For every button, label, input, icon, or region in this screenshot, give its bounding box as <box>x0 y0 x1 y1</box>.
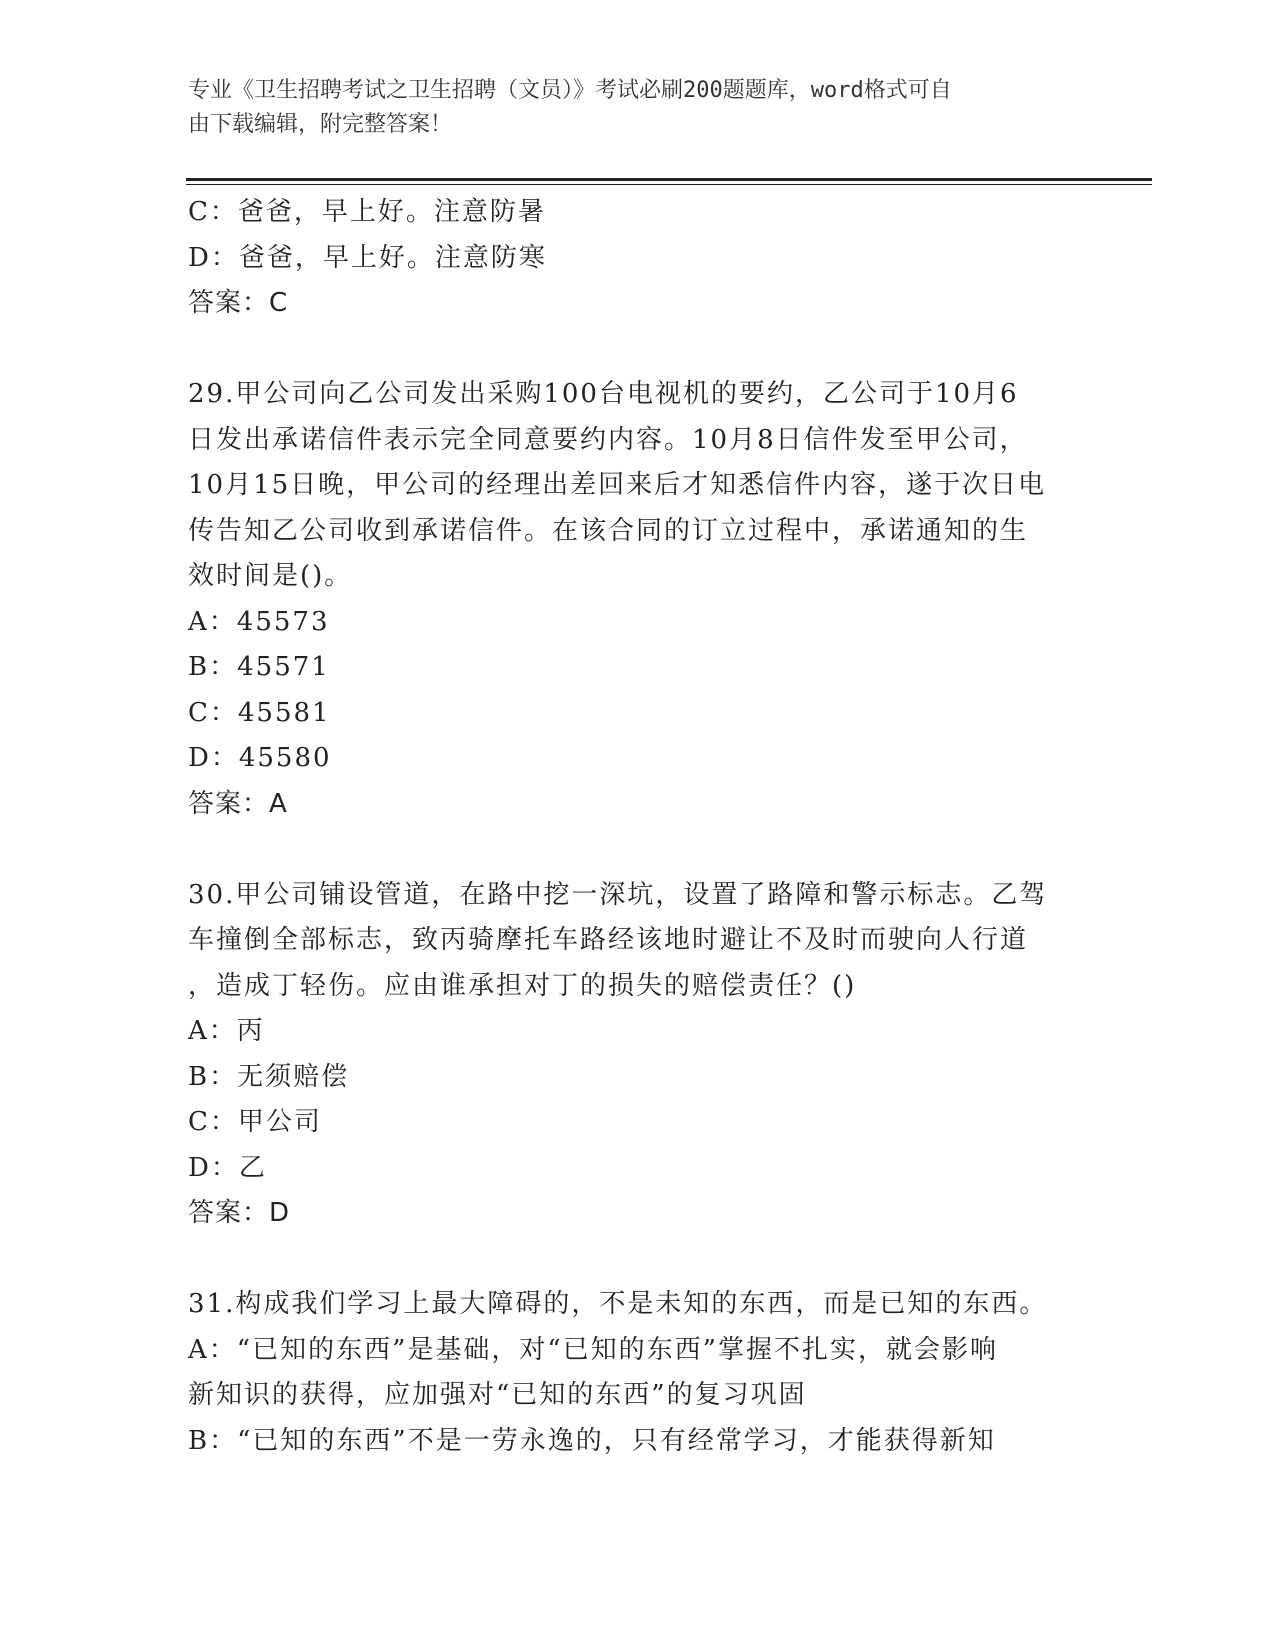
q29-option-d: D：45580 <box>188 743 332 773</box>
q28-answer: 答案：C <box>188 288 289 318</box>
q29-answer: 答案：A <box>188 788 288 819</box>
q28-option-c: C：爸爸，早上好。注意防暑 <box>188 197 546 227</box>
q29-stem-line: 10月15日晚，甲公司的经理出差回来后才知悉信件内容，遂于次日电 <box>188 470 1047 500</box>
q31-option-a-line: 新知识的获得，应加强对“已知的东西”的复习巩固 <box>188 1380 807 1410</box>
spacer <box>188 1237 1088 1283</box>
q30-option-b: B：无须赔偿 <box>188 1061 350 1092</box>
question-28 <box>188 190 1088 327</box>
document-body <box>188 190 1088 1464</box>
question-30 <box>188 873 1088 1237</box>
spacer <box>188 827 1088 873</box>
q30-option-d: D：乙 <box>188 1152 267 1183</box>
header-rule-thick <box>186 178 1152 181</box>
q30-option-c: C：甲公司 <box>188 1107 322 1137</box>
q30-option-a: A：丙 <box>188 1016 265 1046</box>
header-rule-thin <box>186 184 1152 185</box>
header-line-1: 专业《卫生招聘考试之卫生招聘（文员）》考试必刷200题题库，word格式可自 <box>188 78 952 103</box>
question-31 <box>188 1282 1088 1464</box>
q28-option-d: D：爸爸，早上好。注意防寒 <box>188 242 547 273</box>
question-29 <box>188 372 1088 827</box>
header-line-2: 由下载编辑，附完整答案！ <box>188 112 453 137</box>
q29-stem-line: 传告知乙公司收到承诺信件。在该合同的订立过程中，承诺通知的生 <box>188 515 1029 546</box>
q31-stem-line: 31.构成我们学习上最大障碍的，不是未知的东西，而是已知的东西。 <box>188 1289 1048 1319</box>
q29-stem-line: 日发出承诺信件表示完全同意要约内容。10月8日信件发至甲公司， <box>188 424 1028 455</box>
q29-option-a: A：45573 <box>188 606 330 637</box>
q29-stem <box>188 372 1088 600</box>
q31-option-b-line: B：“已知的东西”不是一劳永逸的，只有经常学习，才能获得新知 <box>188 1425 996 1456</box>
page-header <box>188 74 1068 142</box>
q30-stem-line: 30.甲公司铺设管道，在路中挖一深坑，设置了路障和警示标志。乙驾 <box>188 879 1048 910</box>
q30-stem <box>188 873 1088 1010</box>
q30-stem-line: 车撞倒全部标志，致丙骑摩托车路经该地时避让不及时而驶向人行道 <box>188 925 1029 955</box>
q29-option-b: B：45571 <box>188 652 330 682</box>
q30-stem-line: ，造成丁轻伤。应由谁承担对丁的损失的赔偿责任？() <box>188 970 857 1001</box>
q29-stem-line: 29.甲公司向乙公司发出采购100台电视机的要约，乙公司于10月6 <box>188 379 1019 409</box>
q29-option-c: C：45581 <box>188 697 331 728</box>
spacer <box>188 327 1088 373</box>
q30-answer: 答案：D <box>188 1198 291 1228</box>
q29-stem-line: 效时间是()。 <box>188 561 353 591</box>
q31-option-a-line: A：“已知的东西”是基础，对“已知的东西”掌握不扎实，就会影响 <box>188 1334 998 1365</box>
